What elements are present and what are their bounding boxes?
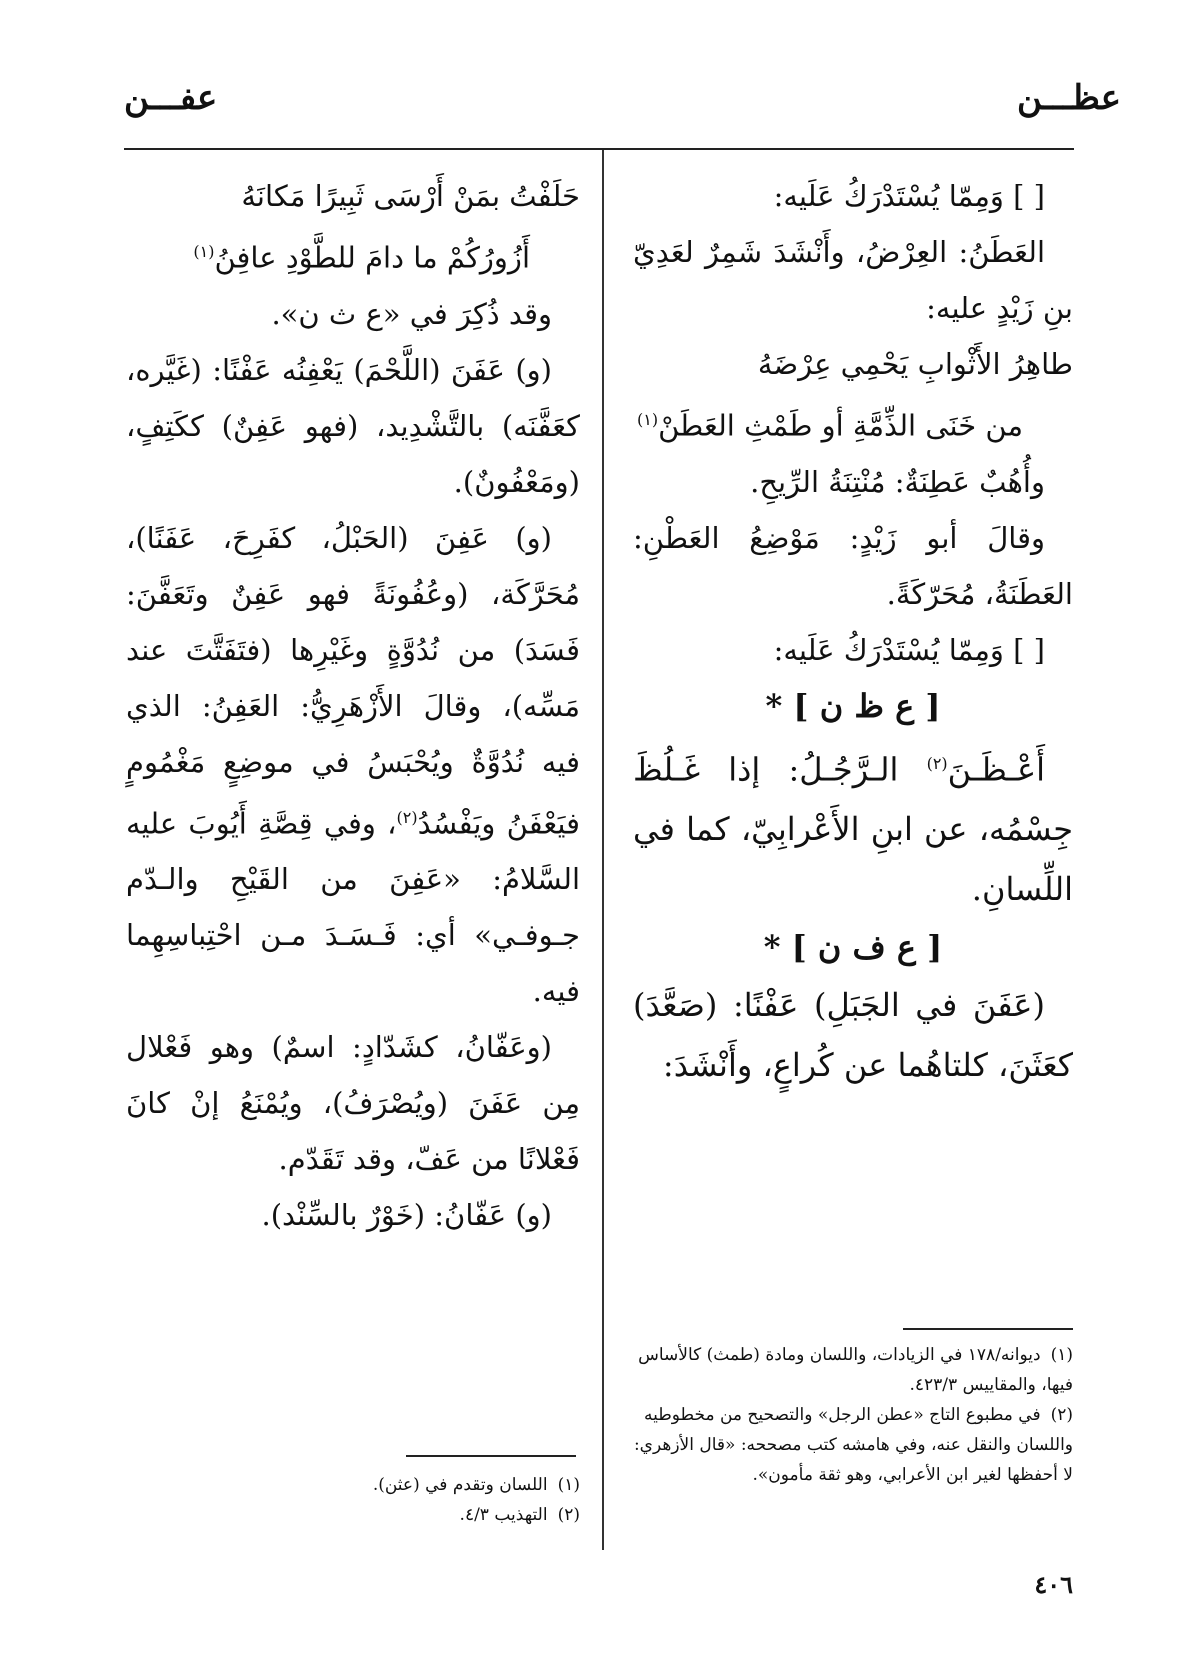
verse-line: طاهِرُ الأَثْوابِ يَحْمِي عِرْضَهُ xyxy=(757,347,1073,381)
footnote-ref: (١) xyxy=(193,242,215,261)
footnote: (٢)في مطبوع التاج «عطن الرجل» والتصحيح من مخطوطيه واللسان والنقل عنه، وفي هامشه كتب مصححه: «قال الأزهري: لا أحفظها لغير ابن الأعرابي، وهو ثقة مأمون». xyxy=(633,1405,1073,1485)
header-rule xyxy=(124,148,1074,150)
paragraph: (و) عَفّانُ: (خَوْرٌ بالسِّنْد). xyxy=(261,1198,552,1233)
addendum-line: [ ] وَمِمّا يُسْتَدْرَكُ عَلَيه: xyxy=(773,179,1045,213)
footnote: (٢)التهذيب ٤/٣. xyxy=(459,1505,580,1525)
footnote-ref: (٢) xyxy=(396,807,418,827)
paragraph: (و) عَفِنَ (الحَبْلُ، كفَرِحَ، عَفَنًا)، مُحَرَّكَة، (وعُفُونَةً فهو عَفِنٌ وتَعَفَّنَ: فَسَدَ) من نُدُوَّةٍ وغَيْرِها (فتَفَتَّتَ عند مَسِّه)، وقالَ الأَزْهَرِيُّ: العَفِنُ: الذي فيه نُدُوَّةٌ ويُحْبَسُ في موضِعٍ مَغْمُومٍ فيَعْفَنُ ويَفْسُدُ$^{(٢)}$، وفي قِصَّةِ أَيُوبَ عليه السَّلامُ: «عَفِنَ من القَيْحِ والـدّم جـوفـي» أي: فَـسَـدَ مـن احْتِباسِهِما فيه. xyxy=(126,520,580,1009)
page-number: ٤٠٦ xyxy=(1034,1570,1073,1599)
footnote-rule xyxy=(903,1328,1073,1330)
left-column xyxy=(126,168,580,1243)
addendum-line: [ ] وَمِمّا يُسْتَدْرَكُ عَلَيه: xyxy=(773,632,1045,667)
paragraph: (وعَفّانُ، كشَدّادٍ: اسمٌ) وهو فَعْلال مِن عَفَنَ (ويُصْرَفُ)، ويُمْنَعُ إنْ كانَ فَعْلانًا من عَفّ، وقد تَقَدّم. xyxy=(126,1030,580,1177)
verse-line: حَلَفْتُ بمَنْ أَرْسَى ثَبِيرًا مَكانَهُ xyxy=(241,179,580,213)
footnote: (١)ديوانه/١٧٨ في الزيادات، واللسان ومادة (طمث) كالأساس فيها، والمقاييس ٤٢٣/٣. xyxy=(638,1345,1073,1395)
paragraph: وقد ذُكِرَ في «ع ث ن». xyxy=(271,296,552,331)
footnote-ref: (٢) xyxy=(926,753,948,773)
footnote-rule xyxy=(406,1455,576,1457)
footnote-ref: (١) xyxy=(637,410,659,429)
running-header-left: عفـــن xyxy=(124,78,218,118)
paragraph: العَطَنُ: العِرْضُ، وأَنْشَدَ شَمِرٌ لعَدِيّ بنِ زَيْدٍ عليه: xyxy=(633,235,1073,325)
right-column xyxy=(633,168,1073,1095)
paragraph: وأُهُبٌ عَطِنَةٌ: مُنْتِنَةُ الرِّيحِ. xyxy=(750,464,1045,499)
footnote: (١)اللسان وتقدم في (عثن). xyxy=(372,1475,580,1495)
column-divider xyxy=(602,150,604,1550)
footnotes-left xyxy=(126,1470,580,1530)
paragraph: (و) عَفَنَ (اللَّحْمَ) يَعْفِنُه عَفْنًا: (غَيَّره، كعَفَّنَه) بالتَّشْدِيد، (فهو عَفِنٌ) ككَتِفٍ، (ومَعْفُونٌ). xyxy=(126,352,580,499)
verse-line: من خَنَى الذِّمَّةِ أو طَمْثِ العَطَنْ$^{(١)}$ xyxy=(637,408,1023,443)
footnotes-right xyxy=(633,1340,1073,1490)
paragraph: أَعْـظَـنَ$^{(٢)}$ الـرَّجُـلُ: إذا غَـلُظَ جِسْمُه، عن ابنِ الأَعْرابِيّ، كما في اللِّسانِ. xyxy=(633,750,1073,909)
verse-line: أَزُورُكُمْ ما دامَ للطَّوْدِ عافِنُ$^{(١)}$ xyxy=(193,240,530,275)
entry-heading: [ ع ظ ن ] * xyxy=(765,686,941,725)
paragraph: (عَفَنَ في الجَبَلِ) عَفْنًا: (صَعَّدَ) كعَثَنَ، كلتاهُما عن كُراعٍ، وأَنْشَدَ: xyxy=(633,986,1073,1085)
running-header-right: عظـــن xyxy=(1017,78,1121,118)
entry-heading: [ ع ف ن ] * xyxy=(763,928,943,967)
paragraph: وقالَ أبو زَيْدٍ: مَوْضِعُ العَطْنِ: العَطَنَةُ، مُحَرّكَةً. xyxy=(633,520,1073,611)
